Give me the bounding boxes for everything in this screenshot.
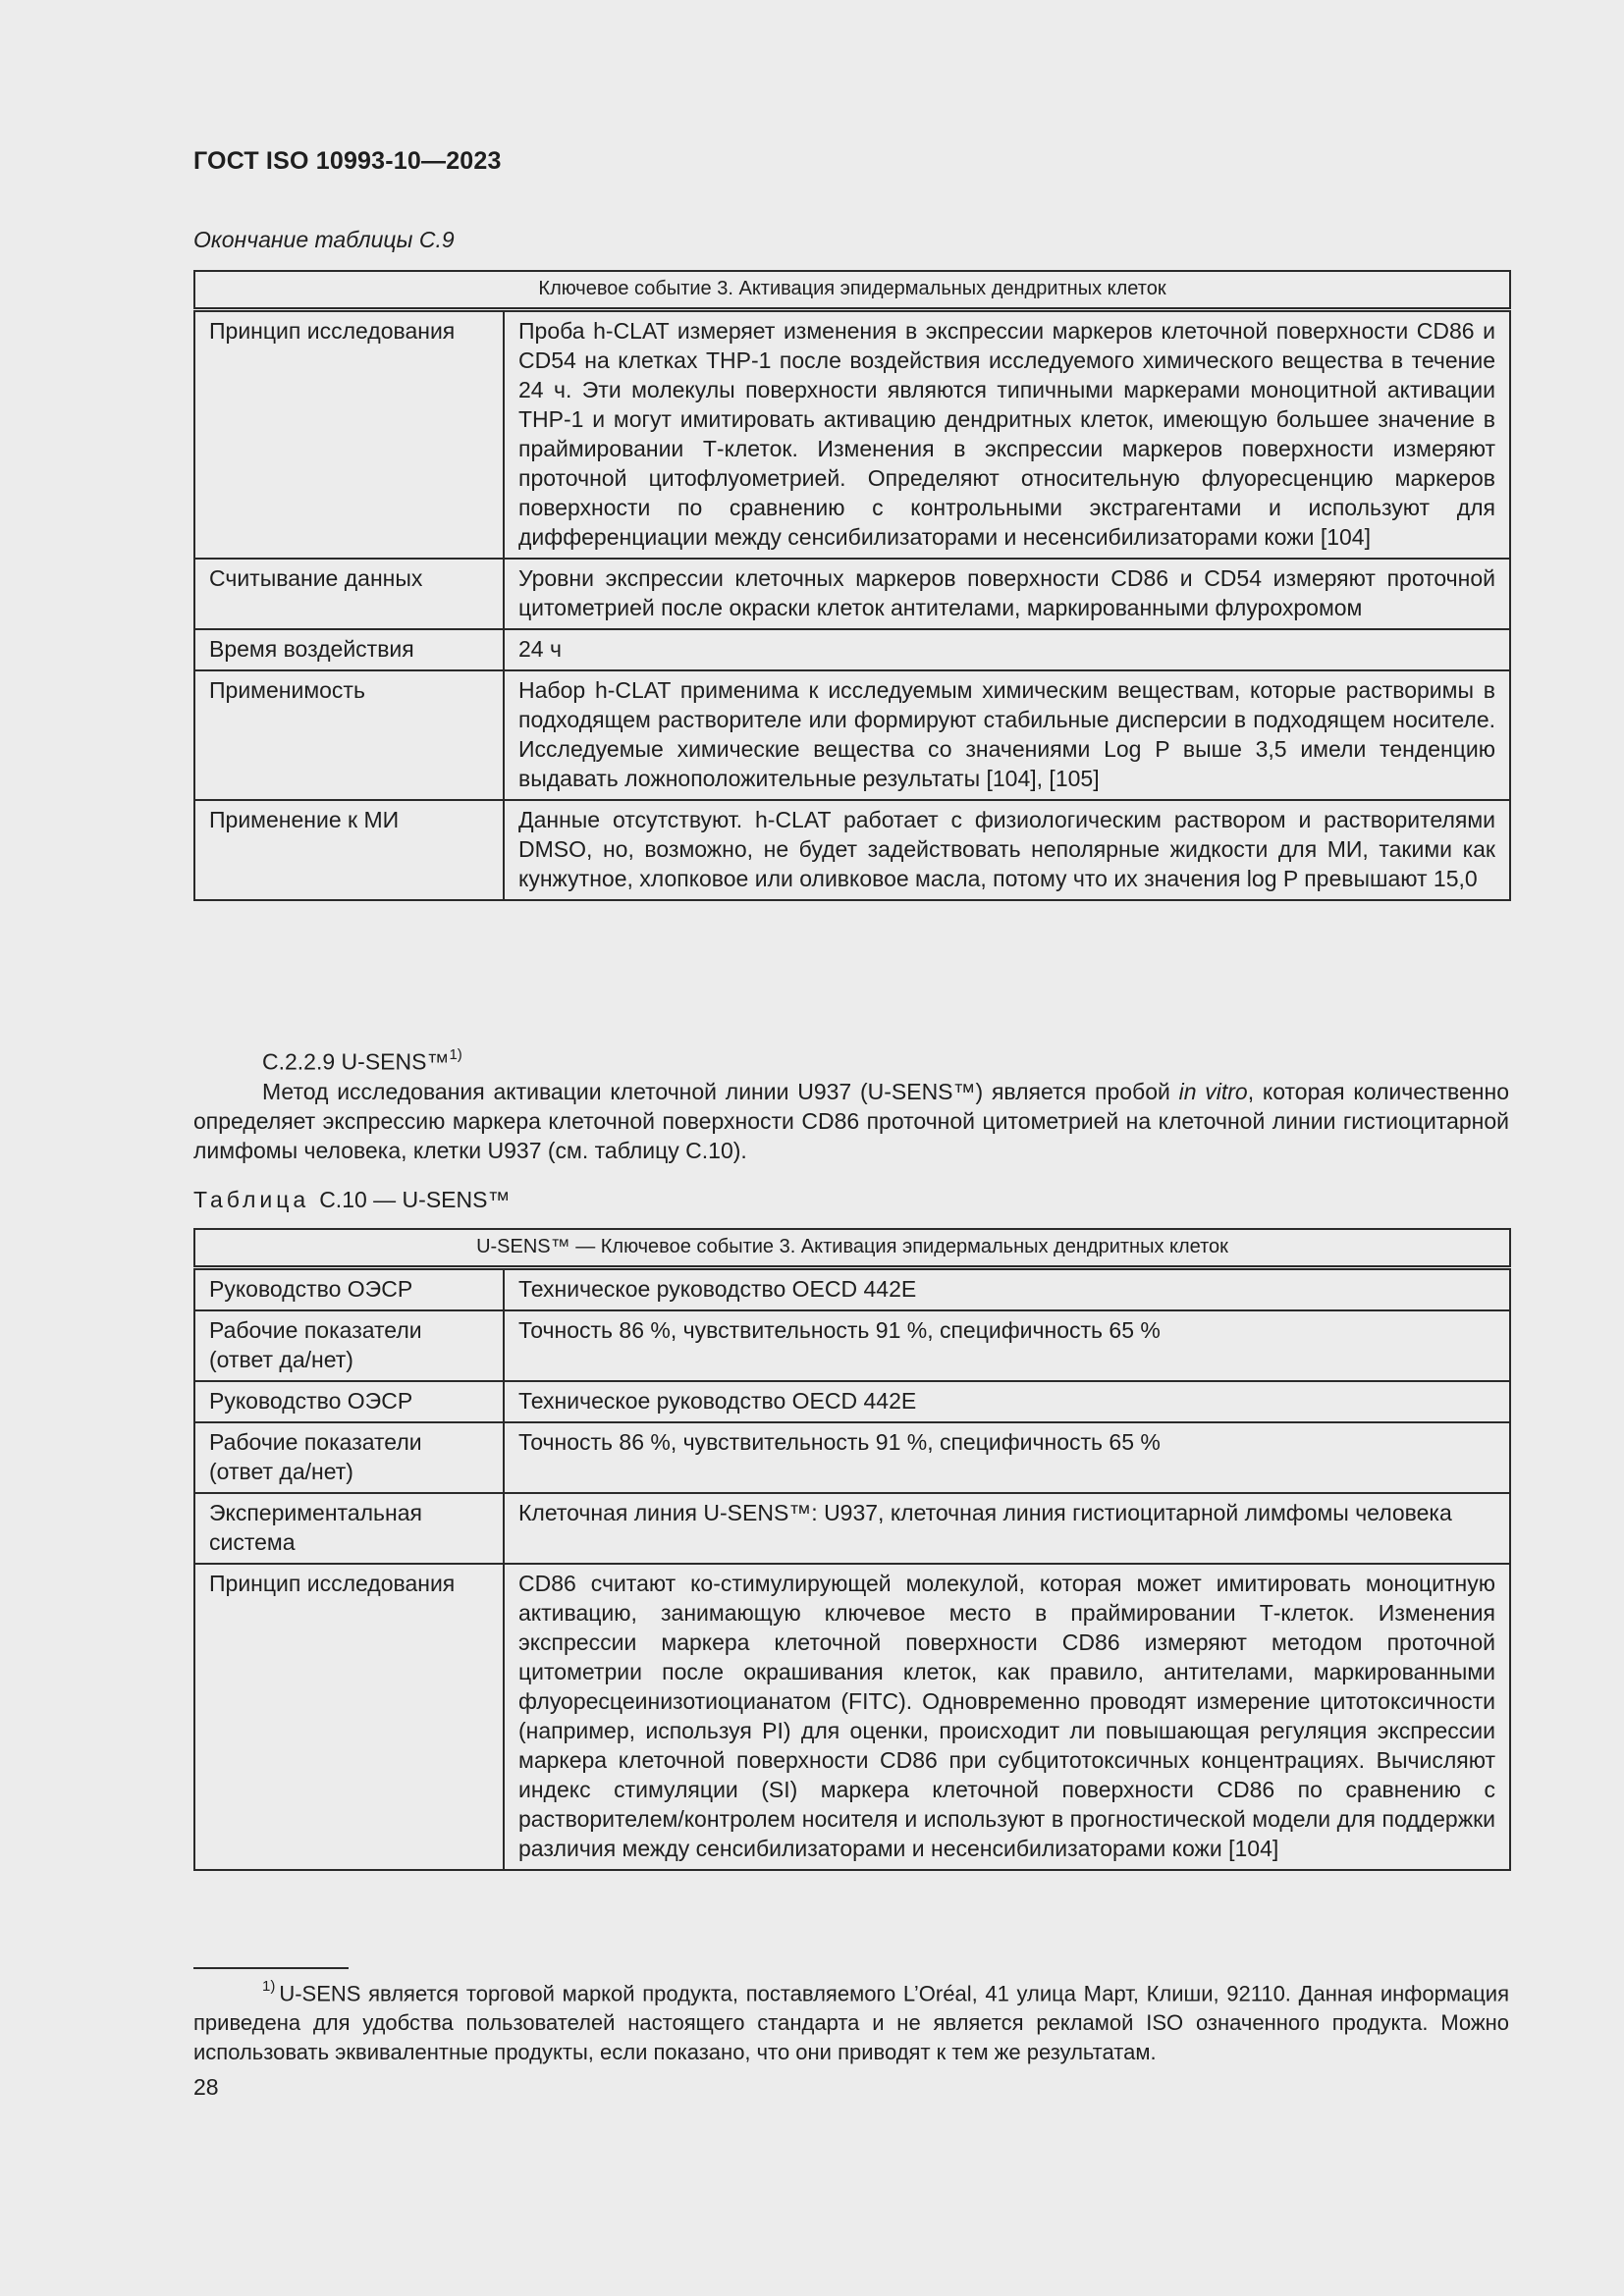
row-label: Принцип исследования bbox=[194, 1564, 504, 1870]
table-row bbox=[194, 559, 1510, 629]
caption-title: С.10 — U-SENS™ bbox=[319, 1187, 511, 1212]
row-value: Техническое руководство OECD 442E bbox=[504, 1381, 1510, 1422]
row-label: Считывание данных bbox=[194, 559, 504, 629]
table-row bbox=[194, 310, 1510, 560]
row-label: Рабочие показатели (ответ да/нет) bbox=[194, 1422, 504, 1493]
row-value: Точность 86 %, чувствительность 91 %, специфичность 65 % bbox=[504, 1422, 1510, 1493]
table-row bbox=[194, 800, 1510, 900]
table-row bbox=[194, 1268, 1510, 1311]
table-heading-row bbox=[194, 1229, 1510, 1268]
footnote-marker: 1) bbox=[262, 1978, 276, 1995]
row-value: Данные отсутствуют. h-CLAT работает с физиологическим раствором и растворителями DMSO, но, возможно, не будет задействовать неполярные жидкости для МИ, такими как кунжутное, хлопковое или оливковое масла, потому что их значения log P превышают 15,0 bbox=[504, 800, 1510, 900]
page-number: 28 bbox=[193, 2074, 219, 2100]
row-label: Руководство ОЭСР bbox=[194, 1268, 504, 1311]
table-row bbox=[194, 1564, 1510, 1870]
paragraph-text: , которая количественно определяет экспрессию маркера клеточной поверхности CD86 проточной цитометрией на клеточной линии гистиоцитарной лимфомы человека, клетки U937 (см. таблицу С.10). bbox=[193, 1078, 1509, 1163]
paragraph-text: Метод исследования активации клеточной линии U937 (U-SENS™) является пробой bbox=[262, 1078, 1179, 1104]
row-label: Принцип исследования bbox=[194, 310, 504, 560]
table-row bbox=[194, 629, 1510, 670]
row-label: Руководство ОЭСР bbox=[194, 1381, 504, 1422]
table-c10-heading: U-SENS™ — Ключевое событие 3. Активация эпидермальных дендритных клеток bbox=[194, 1229, 1510, 1268]
table-c9-heading: Ключевое событие 3. Активация эпидермальных дендритных клеток bbox=[194, 271, 1510, 310]
table-c9 bbox=[193, 270, 1511, 901]
table-heading-row bbox=[194, 271, 1510, 310]
footnote bbox=[193, 1974, 1509, 2067]
row-label: Применение к МИ bbox=[194, 800, 504, 900]
document-title: ГОСТ ISO 10993-10—2023 bbox=[193, 147, 502, 175]
row-label: Рабочие показатели (ответ да/нет) bbox=[194, 1310, 504, 1381]
table-row bbox=[194, 1422, 1510, 1493]
row-label: Время воздействия bbox=[194, 629, 504, 670]
paragraph-italic-text: in vitro bbox=[1178, 1078, 1248, 1104]
section-paragraph bbox=[193, 1077, 1509, 1165]
table-row bbox=[194, 1493, 1510, 1564]
row-value: 24 ч bbox=[504, 629, 1510, 670]
footnote-text: U-SENS является торговой маркой продукта, поставляемого L’Oréal, 41 улица Март, Клиши, 92110. Данная информация приведена для удобства пользователей настоящего стандарта и не является рекламой ISO означенного продукта. Можно использовать эквивалентные продукты, если показано, что они приводят к тем же результатам. bbox=[193, 1981, 1509, 2065]
section-heading bbox=[193, 1042, 1509, 1077]
row-value: Уровни экспрессии клеточных маркеров поверхности CD86 и CD54 измеряют проточной цитометрией после окраски клеток антителами, маркированными флурохромом bbox=[504, 559, 1510, 629]
table-row bbox=[194, 670, 1510, 800]
section-number: С.2.2.9 U-SENS™ bbox=[262, 1048, 450, 1075]
caption-word: Таблица bbox=[193, 1187, 310, 1212]
row-value: Набор h-CLAT применима к исследуемым химическим веществам, которые растворимы в подходящем растворителе или формируют стабильные дисперсии в подходящем носителе. Исследуемые химические вещества со значениями Log P выше 3,5 имели тенденцию выдавать ложноположительные результаты [104], [105] bbox=[504, 670, 1510, 800]
row-value: Проба h-CLAT измеряет изменения в экспрессии маркеров клеточной поверхности CD86 и CD54 на клетках THP-1 после воздействия исследуемого химического вещества в течение 24 ч. Эти молекулы поверхности являются типичными маркерами моноцитной активации THP-1 и могут имитировать активацию дендритных клеток, имеющую большее значение в праймировании Т-клеток. Изменения в экспрессии маркеров поверхности измеряют проточной цитофлуометрией. Определяют относительную флуоресценцию маркеров поверхности по сравнению с контрольными экстрагентами и используют для дифференциации между сенсибилизаторами и несенсибилизаторами кожи [104] bbox=[504, 310, 1510, 560]
row-label: Экспериментальная система bbox=[194, 1493, 504, 1564]
row-value: Точность 86 %, чувствительность 91 %, специфичность 65 % bbox=[504, 1310, 1510, 1381]
table-row bbox=[194, 1310, 1510, 1381]
table-c10-caption bbox=[193, 1187, 510, 1213]
row-value: Клеточная линия U-SENS™: U937, клеточная линия гистиоцитарной лимфомы человека bbox=[504, 1493, 1510, 1564]
table-c10 bbox=[193, 1228, 1511, 1871]
table-row bbox=[194, 1381, 1510, 1422]
row-label: Применимость bbox=[194, 670, 504, 800]
row-value: Техническое руководство OECD 442E bbox=[504, 1268, 1510, 1311]
footnote-divider bbox=[193, 1967, 349, 1969]
section-c229 bbox=[193, 1042, 1509, 1165]
footnote-reference: 1) bbox=[449, 1046, 462, 1063]
table-c9-caption: Окончание таблицы С.9 bbox=[193, 227, 455, 252]
row-value: CD86 считают ко-стимулирующей молекулой, которая может имитировать моноцитную активацию, занимающую ключевое место в праймировании Т-клеток. Изменения экспрессии маркера клеточной поверхности CD86 измеряют методом проточной цитометрии после окрашивания клеток, как правило, антителами, маркированными флуоресцеинизотиоцианатом (FITC). Одновременно проводят измерение цитотоксичности (например, используя PI) для оценки, происходит ли повышающая регуляция экспрессии маркера клеточной поверхности CD86 при субцитотоксичных концентрациях. Вычисляют индекс стимуляции (SI) маркера клеточной поверхности CD86 по сравнению с растворителем/контролем носителя и используют в прогностической модели для поддержки различия между сенсибилизаторами и несенсибилизаторами кожи [104] bbox=[504, 1564, 1510, 1870]
